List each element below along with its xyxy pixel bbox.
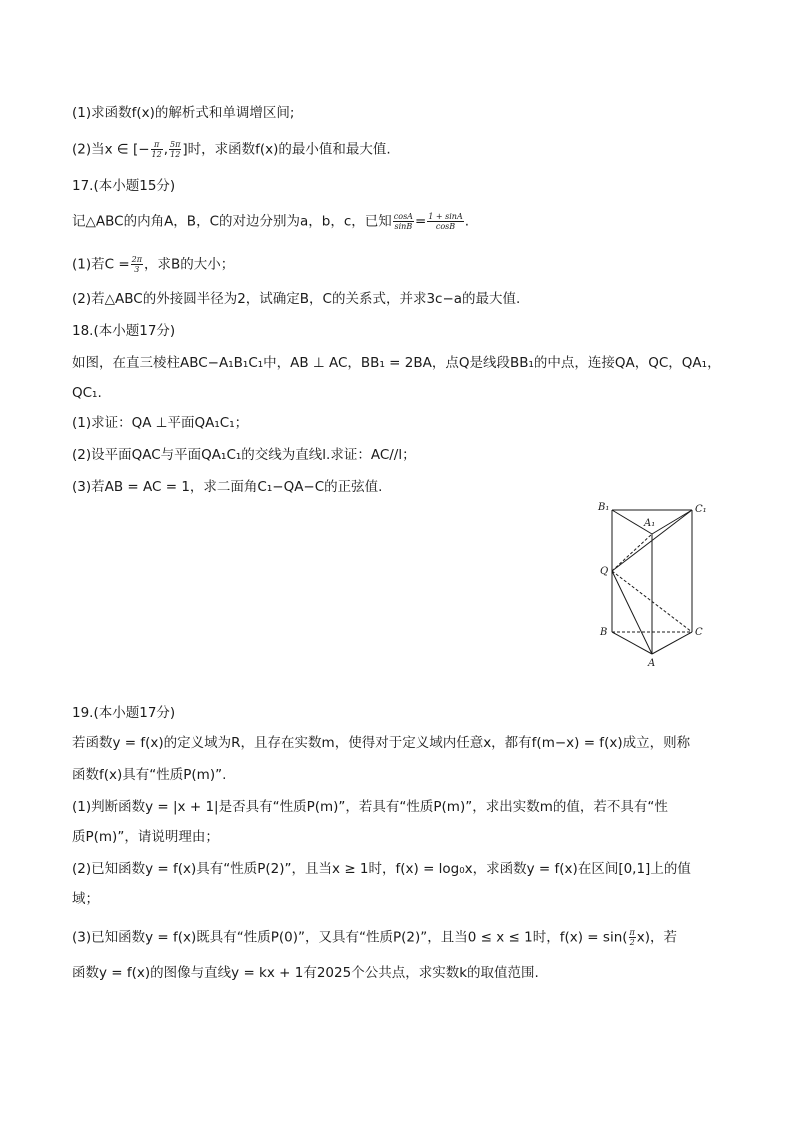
q19-part1-cont: 质P(m)”，请说明理由； [72, 829, 219, 845]
q17-heading: 17.(本小题15分) [72, 178, 176, 194]
label-b: B [600, 627, 608, 638]
edge-b-a [612, 632, 652, 654]
edge-a1-c1 [652, 510, 692, 534]
fraction-5pi-12: $\frac{5\pi}{12}$ [170, 140, 181, 159]
q19-statement: 若函数y = f(x)的定义域为R，且存在实数m，使得对于定义域内任意x，都有f(m−x) = f(x)成立，则称 [72, 735, 691, 751]
edge-a-c [652, 632, 692, 654]
segment-q-a1 [612, 534, 652, 571]
q18-part3: (3)若AB = AC = 1，求二面角C₁−QA−C的正弦值. [72, 479, 383, 495]
label-a: A [648, 658, 656, 666]
q19-heading: 19.(本小题17分) [72, 705, 176, 721]
q18-part1: (1)求证：QA ⊥平面QA₁C₁； [72, 415, 249, 431]
q19-part2: (2)已知函数y = f(x)具有“性质P(2)”，且当x ≥ 1时，f(x) = log₀x，求函数y = f(x)在区间[0,1]上的值 [72, 861, 691, 877]
q19-statement-cont: 函数f(x)具有“性质P(m)”. [72, 767, 227, 783]
q17-statement-text: 记△ABC的内角A，B，C的对边分别为a，b，c，已知 [72, 213, 392, 230]
q18-part2: (2)设平面QAC与平面QA₁C₁的交线为直线l.求证：AC//l； [72, 447, 416, 463]
q18-statement: 如图，在直三棱柱ABC−A₁B₁C₁中，AB ⊥ AC，BB₁ = 2BA，点Q是线段BB₁的中点，连接QA，QC，QA₁， [72, 355, 721, 371]
fraction-separator: , [163, 141, 169, 158]
q17-part1-text-b: ，求B的大小； [144, 256, 235, 273]
fraction-pi-12: $\frac{\pi}{12}$ [151, 140, 162, 159]
q19-part3-cont: 函数y = f(x)的图像与直线y = kx + 1有2025个公共点，求实数k的取值范围. [72, 965, 539, 981]
q19-part3 [72, 928, 677, 947]
fraction-cosA-sinB: $\frac{\cos A}{\sin B}$ [393, 212, 413, 231]
q17-part1-text-a: (1)若C = [72, 256, 130, 273]
q19-part3-text-a: (3)已知函数y = f(x)既具有“性质P(0)”，又具有“性质P(2)”，且当0 ≤ x ≤ 1时，f(x) = sin( [72, 929, 628, 946]
q17-statement [72, 212, 469, 231]
q18-statement-cont: QC₁. [72, 385, 102, 401]
q19-part3-text-b: x)，若 [636, 929, 678, 946]
q16-part1: (1)求函数f(x)的解析式和单调增区间; [72, 105, 295, 121]
q16-part2-text-b: ]时，求函数f(x)的最小值和最大值. [182, 141, 391, 158]
q19-part2-cont: 域； [72, 891, 99, 907]
fraction-pi-2: $\frac{\pi}{2}$ [629, 928, 635, 947]
equals-sign: = [414, 213, 427, 230]
q17-part2: (2)若△ABC的外接圆半径为2，试确定B，C的关系式，并求3c−a的最大值. [72, 291, 521, 307]
q16-part2-text-a: (2)当x ∈ [− [72, 141, 150, 158]
prism-figure [592, 496, 720, 666]
label-c1: C₁ [695, 504, 707, 515]
segment-q-a [612, 571, 652, 654]
fraction-2pi-3: $\frac{2\pi}{3}$ [131, 255, 143, 274]
q19-part1: (1)判断函数y = |x + 1|是否具有“性质P(m)”，若具有“性质P(m)”，求出实数m的值，若不具有“性 [72, 799, 668, 815]
label-c: C [695, 627, 703, 638]
q18-heading: 18.(本小题17分) [72, 323, 176, 339]
q16-part2 [72, 140, 391, 159]
period: . [464, 213, 470, 230]
label-a1: A₁ [644, 518, 656, 529]
q17-part1 [72, 255, 234, 274]
label-b1: B₁ [598, 502, 610, 513]
fraction-1sinA-cosB: $\frac{1 + \sin A}{\cos B}$ [428, 212, 463, 231]
label-q: Q [600, 566, 609, 577]
